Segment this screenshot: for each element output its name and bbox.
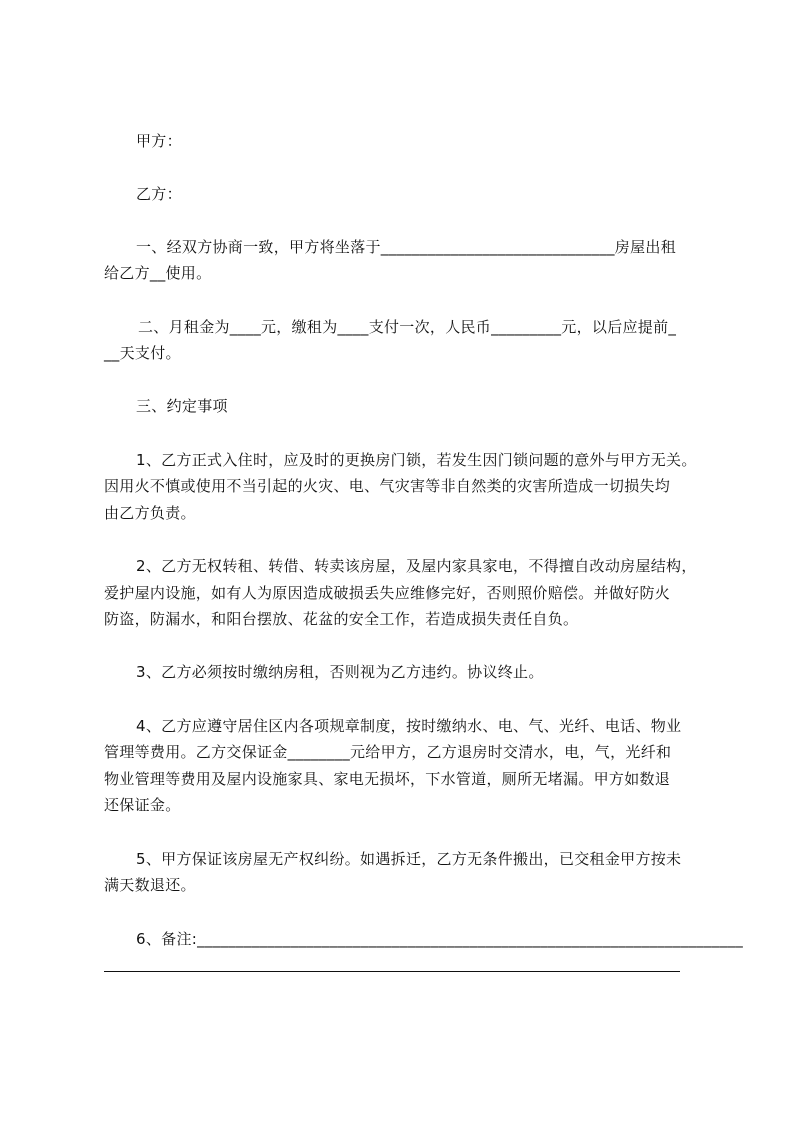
- item-2-line-3: 防盗，防漏水，和阳台摆放、花盆的安全工作，若造成损失责任自负。: [104, 610, 579, 628]
- item-2-line-1: 2、乙方无权转租、转借、转卖该房屋，及屋内家具家电，不得擅自改动房屋结构，: [136, 557, 697, 575]
- item-1-line-3: 由乙方负责。: [104, 504, 196, 522]
- item-5-line-1: 5、甲方保证该房屋无产权纠纷。如遇拆迁，乙方无条件搬出，已交租金甲方按未: [136, 850, 682, 868]
- item-1-line-1: 1、乙方正式入住时，应及时的更换房门锁，若发生因门锁问题的意外与甲方无关。: [136, 451, 697, 469]
- item-3-line-1: 3、乙方必须按时缴纳房租，否则视为乙方违约。协议终止。: [136, 663, 544, 681]
- clause-1-line-2: 给乙方__使用。: [104, 264, 212, 282]
- item-5-line-2: 满天数退还。: [104, 876, 196, 894]
- item-4-line-2: 管理等费用。乙方交保证金________元给甲方，乙方退房时交清水，电，气，光纤和: [104, 743, 672, 761]
- item-4-line-4: 还保证金。: [104, 796, 181, 814]
- item-4-line-3: 物业管理等费用及屋内设施家具、家电无损坏，下水管道，厕所无堵漏。甲方如数退: [104, 770, 671, 788]
- clause-2-line-1: 二、月租金为____元，缴租为____支付一次，人民币_________元，以后应提前_: [138, 318, 677, 336]
- item-1-line-2: 因用火不慎或使用不当引起的火灾、电、气灾害等非自然类的灾害所造成一切损失均: [104, 477, 671, 495]
- item-6-line-1: 6、备注:______________________________________________________________________: [136, 930, 744, 948]
- item-2-line-2: 爱护屋内设施，如有人为原因造成破损丢失应维修完好，否则照价赔偿。并做好防火: [104, 584, 671, 602]
- party-a-label: 甲方：: [136, 132, 182, 150]
- remarks-continuation-line: [104, 971, 680, 972]
- clause-2-line-2: __天支付。: [104, 344, 181, 362]
- clause-1-line-1: 一、经双方协商一致，甲方将坐落于______________________________房屋出租: [136, 238, 677, 256]
- party-b-label: 乙方：: [136, 185, 182, 203]
- item-4-line-1: 4、乙方应遵守居住区内各项规章制度，按时缴纳水、电、气、光纤、电话、物业: [136, 717, 682, 735]
- clause-3-title: 三、约定事项: [136, 397, 228, 415]
